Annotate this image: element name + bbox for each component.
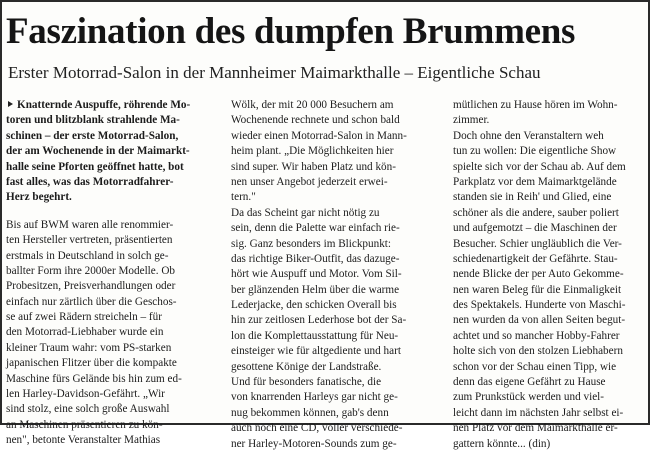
text-line-content: das richtige Biker-Outfit, das dazuge- [231,252,400,265]
text-line-content: schiedenartigkeit der Gefährte. Stau- [453,252,618,265]
text-line-content: zimmer. [453,114,490,127]
text-line-content: nen waren Beleg für die Einmaligkeit [453,283,622,296]
article-text-line [231,206,441,221]
text-line-content: japanischen Flitzer über die kompakte [6,357,177,370]
article-text-line [6,249,220,264]
lead-marker-icon [8,101,13,107]
article-text-line [6,129,220,144]
text-line-content: spielte sich vor der Schau ab. Auf dem [453,160,626,173]
text-line-content: achtet und so mancher Hobby-Fahrer [453,329,620,342]
text-line-content: einsteiger wie für altgediente und hart [231,345,401,358]
text-line-content: halle seine Pforten geöffnet hatte, bot [6,160,184,173]
article-text-line [6,387,220,402]
article-column-2 [231,98,441,452]
text-line-content: Lederjacke, den schicken Overall bis [231,299,397,312]
article-text-line [231,252,441,267]
text-line-content: tun zu wollen: Die eigentliche Show [453,145,617,158]
text-line-content: nen unser Angebot jederzeit erwei- [231,175,388,188]
article-text-line [231,375,441,390]
article-text-line [6,356,220,371]
article-text-line [453,390,645,405]
article-text-line [6,175,220,190]
text-line-content: Und für besonders fanatische, die [231,376,382,389]
text-line-content: heim plant. „Die Möglichkeiten hier [231,145,394,158]
article-text-line [453,129,645,144]
article-text-line [231,298,441,313]
article-text-line [453,175,645,190]
article-text-line [453,406,645,421]
article-text-line [231,190,441,205]
text-line-content: Maschine fürs Gelände bis hin zum ed- [6,372,182,385]
text-line-content: zum Prunkstück werden und viel- [453,391,604,404]
text-line-content: hin zur zeitlosen Lederhose bot der Sa- [231,314,407,327]
text-line-content: denn das eigene Gefährt zu Hause [453,376,606,389]
article-text-line [453,144,645,159]
text-line-content: holte sich von den stolzen Liebhabern [453,345,623,358]
text-line-content: ner Harley-Motoren-Sounds zum ge- [231,437,397,450]
article-text-line [6,233,220,248]
text-line-content: Wochenende rechnete und schon bald [231,114,400,127]
article-text-line [453,113,645,128]
article-text-line [231,329,441,344]
article-text-line [6,144,220,159]
article-text-line [231,160,441,175]
text-line-content: einfach nur zärtlich über die Geschos- [6,295,177,308]
article-headline: Faszination des dumpfen Brummens [6,11,576,52]
text-line-content: Bis auf BWM waren alle renommier- [6,218,174,231]
article-text-line [6,325,220,340]
article-text-line [453,298,645,313]
text-line-content: gattern könnte... (din) [453,437,551,450]
article-text-line [231,360,441,375]
article-text-line [6,279,220,294]
text-line-content: standen sie in Reih' und Glied, eine [453,191,612,204]
article-text-line [453,329,645,344]
article-text-line [453,252,645,267]
article-text-line [453,190,645,205]
article-text-line [6,190,220,205]
text-line-content: des Spektakels. Hunderte von Maschi- [453,299,626,312]
article-text-line [453,375,645,390]
article-text-line [231,113,441,128]
article-text-line [6,98,220,113]
article-text-line [6,341,220,356]
article-text-line [231,406,441,421]
text-line-content: mütlichen zu Hause hören im Wohn- [453,99,618,111]
text-line-content: gesottene Könige der Landstraße. [231,360,382,373]
article-text-line [453,221,645,236]
text-line-content: sig. Ganz besonders im Blickpunkt: [231,237,392,250]
text-line-content: nen", betonte Veranstalter Mathias [6,434,161,447]
article-text-line [453,237,645,252]
article-text-line [453,344,645,359]
article-text-line [231,437,441,452]
article-text-line [453,437,645,452]
article-text-line [6,402,220,417]
text-line-content: lon die Komplettausstattung für Neu- [231,329,399,342]
text-line-content: an Maschinen präsentieren zu kön- [6,418,163,431]
text-line-content: tern." [231,191,256,204]
article-text-line [453,421,645,436]
text-line-content: Da das Scheint gar nicht nötig zu [231,206,380,219]
article-column-1 [6,98,220,449]
article-text-line [453,360,645,375]
article-text-line [6,264,220,279]
article-text-line [231,344,441,359]
text-line-content: Wölk, der mit 20 000 Besuchern am [231,99,394,111]
text-line-content: Doch ohne den Veranstaltern weh [453,129,604,142]
article-text-line [6,160,220,175]
article-text-line [231,313,441,328]
text-line-content: sein, denn die Palette war einfach rie- [231,222,400,235]
article-text-line [231,144,441,159]
article-text-line [231,421,441,436]
text-line-content: den Motorrad-Liebhaber wurde ein [6,326,164,339]
text-line-content: Knatternde Auspuffe, röhrende Mo- [17,99,191,111]
text-line-content: schöner als die andere, sauber poliert [453,206,619,219]
text-line-content: nen Platz vor dem Maimarkthalle er- [453,422,618,435]
text-line-content: hört wie Auspuff und Motor. Vom Sil- [231,268,402,281]
text-line-content: Besucher. Schier ungläublich die Ver- [453,237,622,250]
article-text-line [453,160,645,175]
article-text-line [453,98,645,113]
text-line-content: der am Wochenende in der Maimarkt- [6,145,190,158]
text-line-content: toren und blitzblank strahlende Ma- [6,114,180,127]
article-text-line [6,418,220,433]
text-line-content: leicht dann im nächsten Jahr selbst ei- [453,406,624,419]
text-line-content: von knarrenden Harleys gar nicht ge- [231,391,398,404]
article-text-line [231,98,441,113]
text-line-content: se auf zwei Rädern streicheln – für [6,311,162,324]
text-line-content: ber glänzenden Helm über die warme [231,283,400,296]
text-line-content: schon vor der Schau einen Tipp, wie [453,360,617,373]
article-text-line [6,295,220,310]
article-text-line [231,237,441,252]
article-column-3 [453,98,645,452]
article-text-line [453,267,645,282]
article-text-line [6,310,220,325]
text-line-content: Parkplatz vor dem Maimarktgelände [453,175,617,188]
paragraph-gap [6,206,220,218]
text-line-content: Herz begehrt. [6,191,72,204]
article-text-line [231,390,441,405]
article-text-line [6,372,220,387]
text-line-content: nug bekommen können, gab's denn [231,406,389,419]
text-line-content: fast alles, was das Motorradfahrer- [6,175,174,188]
text-line-content: sind super. Wir haben Platz und kön- [231,160,396,173]
article-text-line [6,433,220,448]
text-line-content: nende Blicke der per Auto Gekomme- [453,268,624,281]
text-line-content: kleiner Traum wahr: vom PS-starken [6,341,172,354]
text-line-content: len Harley-Davidson-Gefährt. „Wir [6,388,165,401]
text-line-content: wieder einen Motorrad-Salon in Mann- [231,129,407,142]
article-text-line [453,206,645,221]
article-text-line [231,129,441,144]
article-text-line [453,313,645,328]
article-text-line [231,267,441,282]
article-text-line [231,283,441,298]
article-text-line [453,283,645,298]
article-text-line [231,175,441,190]
text-line-content: erstmals in Deutschland in solch ge- [6,249,169,262]
text-line-content: schinen – der erste Motorrad-Salon, [6,129,179,142]
article-text-line [6,113,220,128]
text-line-content: ten Hersteller vertreten, präsentierten [6,234,173,247]
article-text-line [6,218,220,233]
article-text-line [231,221,441,236]
text-line-content: ballter Form ihre 2000er Modelle. Ob [6,264,176,277]
article-subheadline: Erster Motorrad-Salon in der Mannheimer Maimarkthalle – Eigentliche Schau [8,63,541,82]
text-line-content: sind stolz, eine solch große Auswahl [6,403,170,416]
text-line-content: und aufgemotzt – die Maschinen der [453,222,617,235]
text-line-content: auch noch eine CD, voller verschiede- [231,422,403,435]
text-line-content: Probesitzen, Preisverhandlungen oder [6,280,176,293]
text-line-content: nen wurden da von allen Seiten begut- [453,314,626,327]
